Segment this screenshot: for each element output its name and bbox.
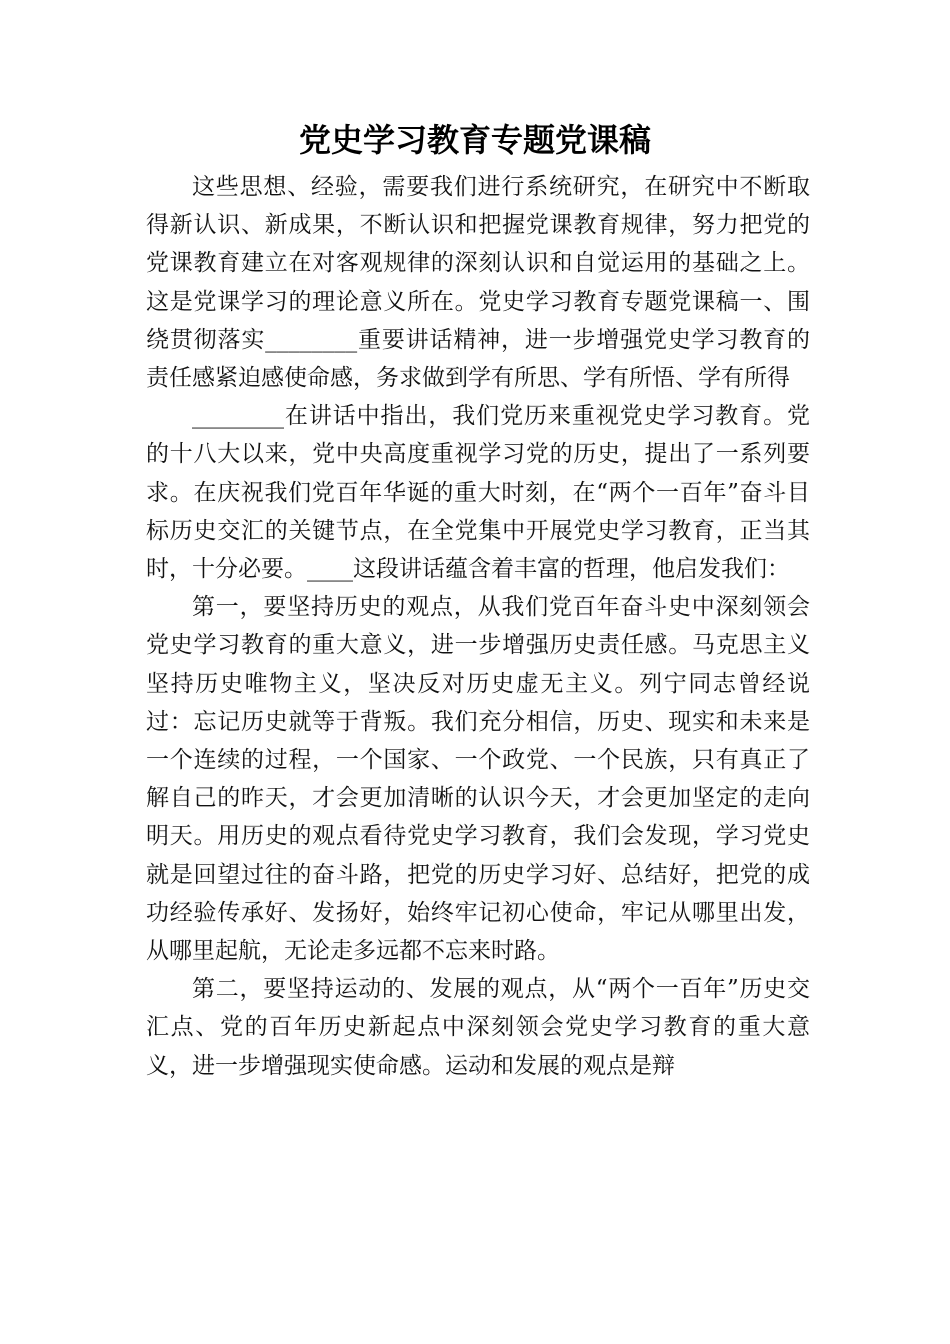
paragraph: 这些思想、经验，需要我们进行系统研究，在研究中不断取得新认识、新成果，不断认识和把握党课教育规律，努力把党的党课教育建立在对客观规律的深刻认识和自觉运用的基础之上。这是党课学习的理论意义所在。党史学习教育专题党课稿一、围绕贯彻落实________重要讲话精神，进一步增强党史学习教育的责任感紧迫感使命感，务求做到学有所思、学有所悟、学有所得 (146, 174, 810, 392)
paragraph: 第一，要坚持历史的观点，从我们党百年奋斗史中深刻领会党史学习教育的重大意义，进一步增强历史责任感。马克思主义坚持历史唯物主义，坚决反对历史虚无主义。列宁同志曾经说过：忘记历史就等于背叛。我们充分相信，历史、现实和未来是一个连续的过程，一个国家、一个政党、一个民族，只有真正了解自己的昨天，才会更加清晰的认识今天，才会更加坚定的走向明天。用历史的观点看待党史学习教育，我们会发现，学习党史就是回望过往的奋斗路，把党的历史学习好、总结好，把党的成功经验传承好、发扬好，始终牢记初心使命，牢记从哪里出发，从哪里起航，无论走多远都不忘来时路。 (146, 594, 810, 965)
document-title: 党史学习教育专题党课稿 (298, 121, 651, 159)
document-body (146, 168, 810, 1085)
paragraph: ________在讲话中指出，我们党历来重视党史学习教育。党的十八大以来，党中央高度重视学习党的历史，提出了一系列要求。在庆祝我们党百年华诞的重大时刻，在“两个一百年”奋斗目标历史交汇的关键节点，在全党集中开展党史学习教育，正当其时，十分必要。____这段讲话蕴含着丰富的哲理，他启发我们： (146, 403, 810, 583)
paragraph: 第二，要坚持运动的、发展的观点，从“两个一百年”历史交汇点、党的百年历史新起点中深刻领会党史学习教育的重大意义，进一步增强现实使命感。运动和发展的观点是辩 (146, 976, 810, 1079)
